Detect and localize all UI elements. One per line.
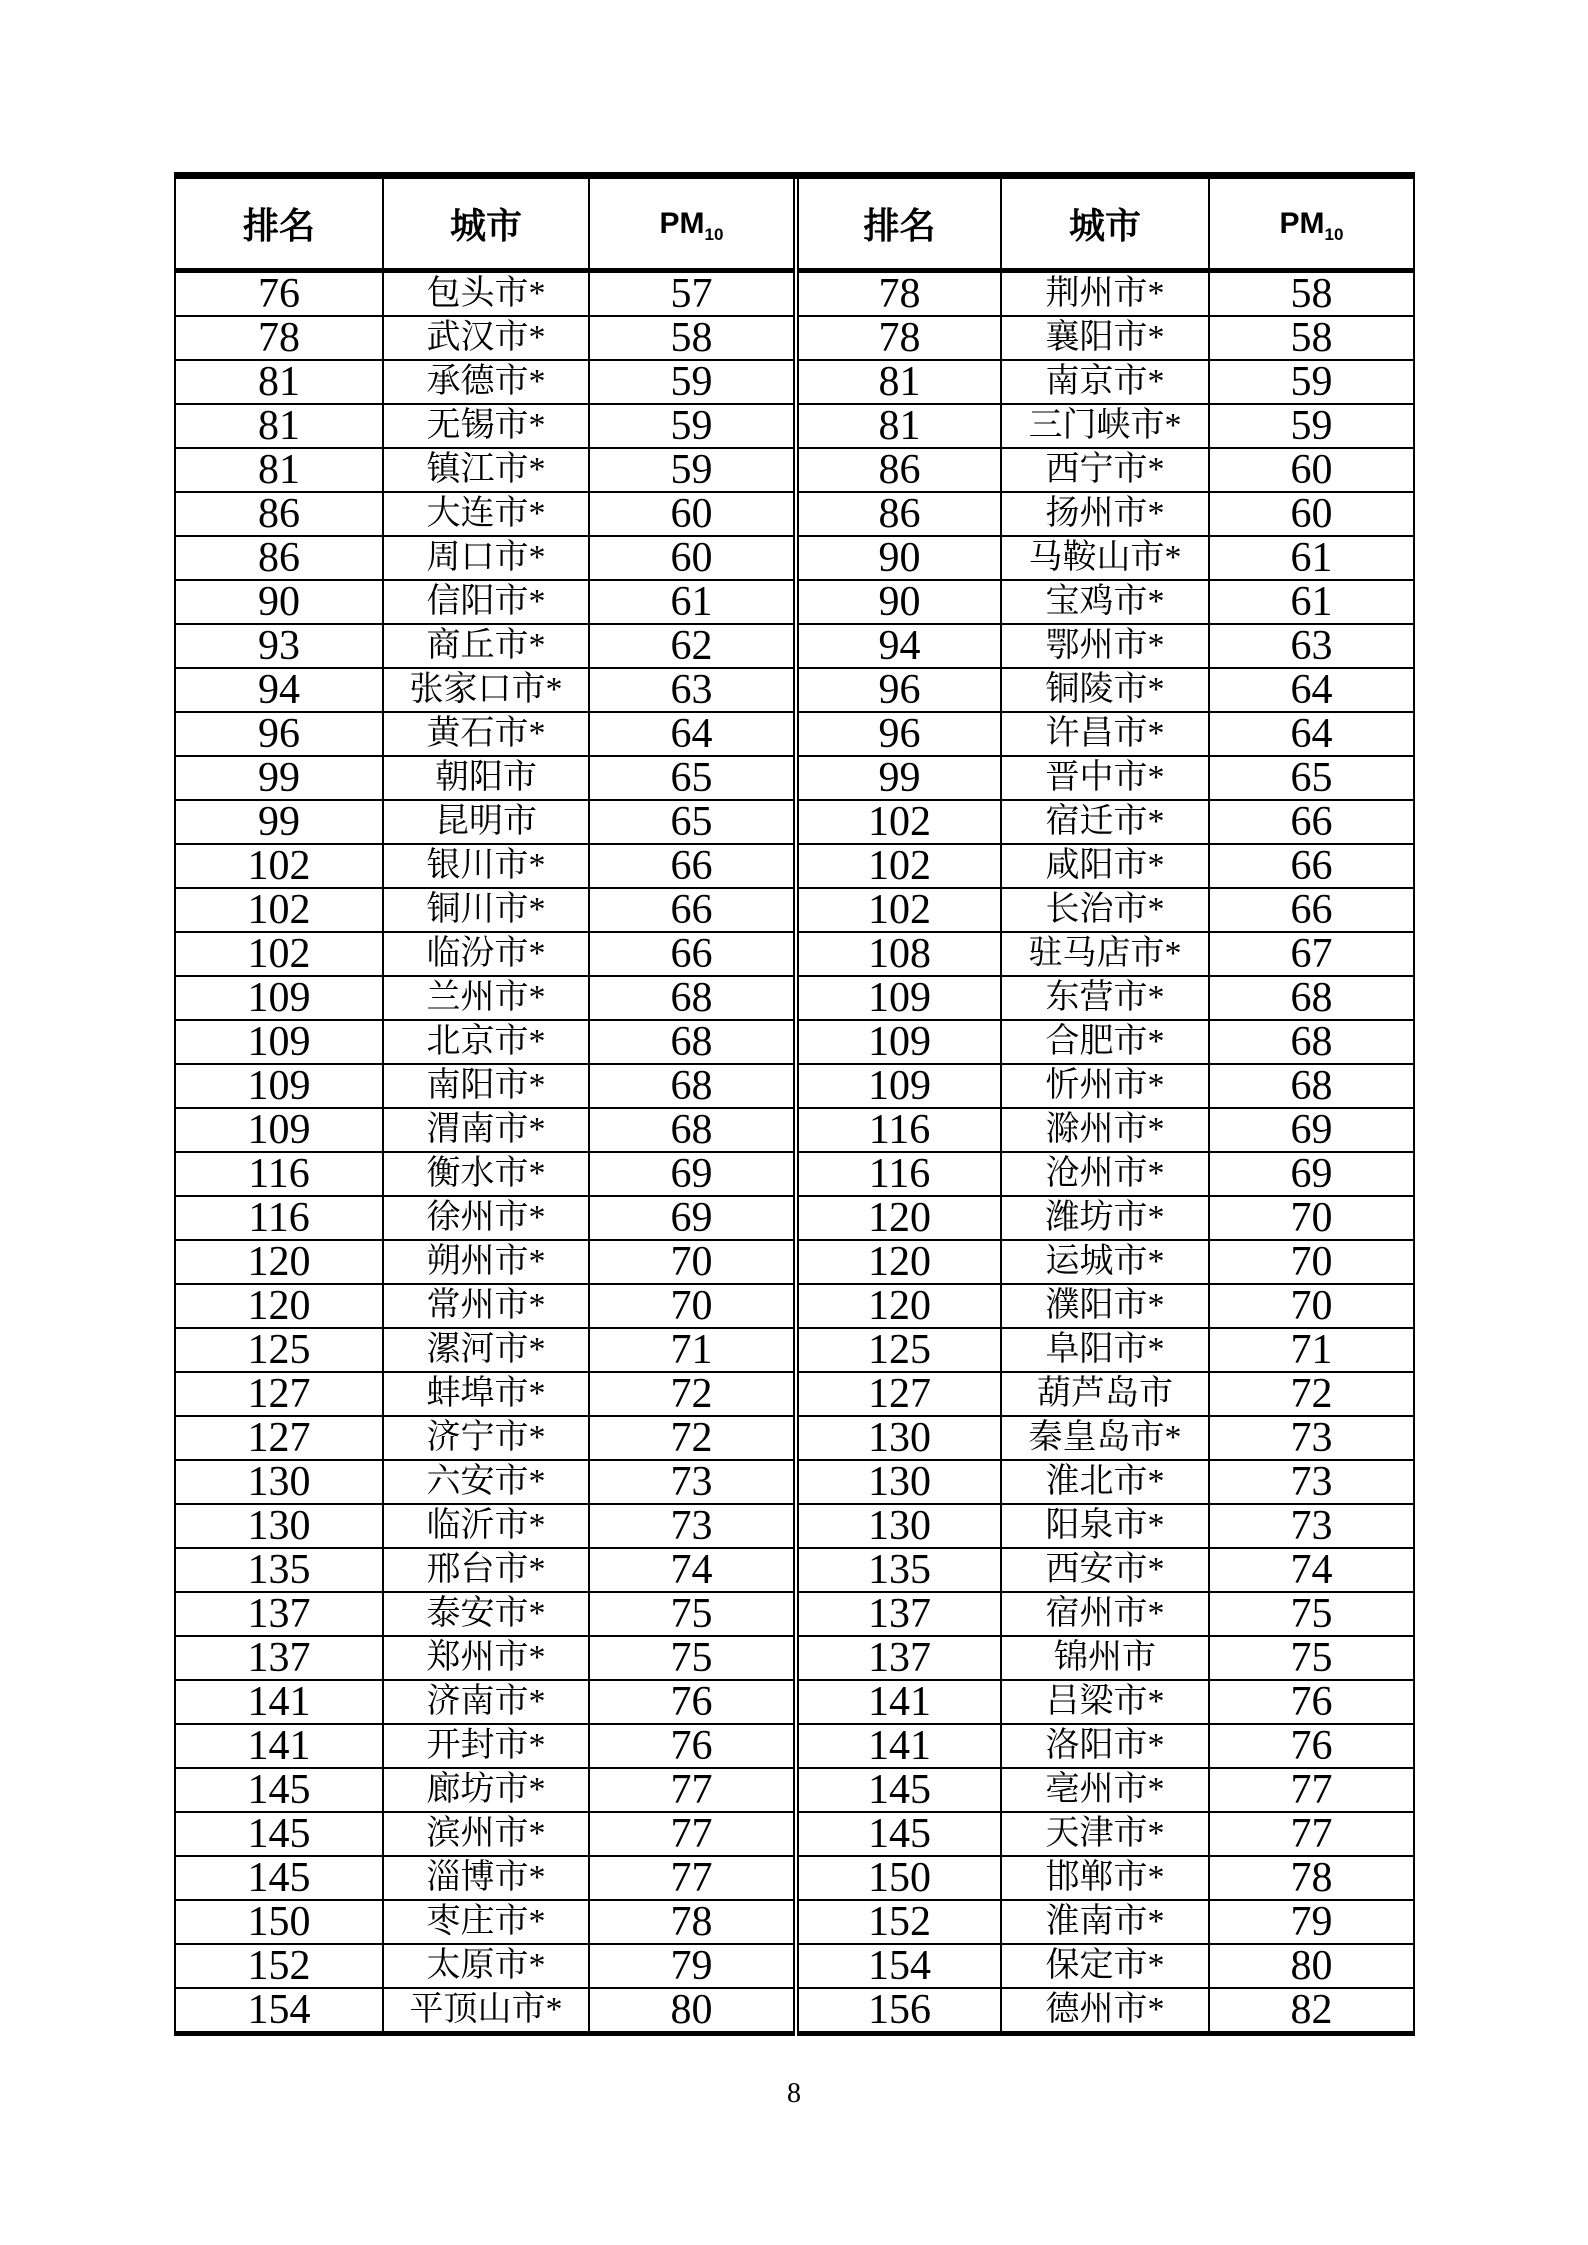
pm10-cell-left: 65 <box>589 756 796 800</box>
table-row <box>175 1768 1414 1812</box>
city-cell-right: 晋中市* <box>1001 756 1209 800</box>
city-cell-right: 淮北市* <box>1001 1460 1209 1504</box>
page-number: 8 <box>787 2078 801 2109</box>
pm10-cell-right: 68 <box>1209 976 1414 1020</box>
rank-cell-right: 109 <box>796 1064 1001 1108</box>
pm10-cell-right: 59 <box>1209 404 1414 448</box>
rank-cell-right: 96 <box>796 712 1001 756</box>
rank-cell-right: 78 <box>796 271 1001 317</box>
rank-cell-left: 141 <box>175 1724 383 1768</box>
rank-cell-right: 130 <box>796 1416 1001 1460</box>
rank-cell-left: 102 <box>175 932 383 976</box>
city-cell-left: 商丘市* <box>383 624 589 668</box>
table-row <box>175 712 1414 756</box>
table-row <box>175 1152 1414 1196</box>
city-cell-right: 宝鸡市* <box>1001 580 1209 624</box>
city-cell-right: 秦皇岛市* <box>1001 1416 1209 1460</box>
table-row <box>175 1108 1414 1152</box>
city-cell-left: 徐州市* <box>383 1196 589 1240</box>
rank-cell-left: 102 <box>175 888 383 932</box>
city-cell-right: 阜阳市* <box>1001 1328 1209 1372</box>
pm10-cell-right: 76 <box>1209 1680 1414 1724</box>
table-row <box>175 668 1414 712</box>
table-row <box>175 1856 1414 1900</box>
pm10-cell-left: 61 <box>589 580 796 624</box>
city-cell-right: 运城市* <box>1001 1240 1209 1284</box>
pm10-cell-left: 71 <box>589 1328 796 1372</box>
pm10-cell-left: 68 <box>589 976 796 1020</box>
header-city-right: 城市 <box>1001 176 1209 271</box>
pm10-cell-right: 75 <box>1209 1592 1414 1636</box>
pm10-cell-left: 76 <box>589 1724 796 1768</box>
rank-cell-right: 81 <box>796 360 1001 404</box>
pm10-cell-right: 73 <box>1209 1504 1414 1548</box>
rank-cell-right: 99 <box>796 756 1001 800</box>
pm10-cell-right: 71 <box>1209 1328 1414 1372</box>
pm10-cell-left: 68 <box>589 1108 796 1152</box>
rank-cell-right: 141 <box>796 1724 1001 1768</box>
rank-cell-left: 96 <box>175 712 383 756</box>
table-row <box>175 404 1414 448</box>
rank-cell-right: 154 <box>796 1944 1001 1988</box>
pm10-cell-right: 66 <box>1209 800 1414 844</box>
table-row <box>175 1504 1414 1548</box>
table-row <box>175 1064 1414 1108</box>
pm10-cell-right: 66 <box>1209 844 1414 888</box>
pm10-cell-left: 74 <box>589 1548 796 1592</box>
header-city-left: 城市 <box>383 176 589 271</box>
pm10-subscript: 10 <box>1324 224 1344 244</box>
table-row <box>175 1416 1414 1460</box>
table-row <box>175 976 1414 1020</box>
city-cell-left: 廊坊市* <box>383 1768 589 1812</box>
pm10-city-ranking-table <box>174 172 1415 2036</box>
city-cell-right: 沧州市* <box>1001 1152 1209 1196</box>
rank-cell-left: 93 <box>175 624 383 668</box>
city-cell-right: 阳泉市* <box>1001 1504 1209 1548</box>
city-cell-right: 铜陵市* <box>1001 668 1209 712</box>
pm10-cell-right: 79 <box>1209 1900 1414 1944</box>
rank-cell-left: 116 <box>175 1152 383 1196</box>
pm10-cell-right: 77 <box>1209 1768 1414 1812</box>
pm10-cell-left: 59 <box>589 448 796 492</box>
rank-cell-right: 127 <box>796 1372 1001 1416</box>
rank-cell-left: 78 <box>175 316 383 360</box>
table-row <box>175 1328 1414 1372</box>
city-cell-right: 荆州市* <box>1001 271 1209 317</box>
city-cell-right: 驻马店市* <box>1001 932 1209 976</box>
pm10-cell-right: 80 <box>1209 1944 1414 1988</box>
table-row <box>175 1680 1414 1724</box>
rank-cell-right: 102 <box>796 800 1001 844</box>
table-row <box>175 1548 1414 1592</box>
rank-cell-right: 78 <box>796 316 1001 360</box>
rank-cell-right: 135 <box>796 1548 1001 1592</box>
rank-cell-left: 145 <box>175 1812 383 1856</box>
rank-cell-left: 81 <box>175 448 383 492</box>
city-cell-left: 临汾市* <box>383 932 589 976</box>
rank-cell-left: 152 <box>175 1944 383 1988</box>
city-cell-left: 泰安市* <box>383 1592 589 1636</box>
pm10-cell-left: 80 <box>589 1988 796 2034</box>
pm10-cell-left: 77 <box>589 1768 796 1812</box>
pm10-cell-right: 69 <box>1209 1108 1414 1152</box>
table-row <box>175 1284 1414 1328</box>
rank-cell-right: 108 <box>796 932 1001 976</box>
pm10-cell-right: 78 <box>1209 1856 1414 1900</box>
pm10-cell-left: 73 <box>589 1460 796 1504</box>
pm10-cell-left: 77 <box>589 1856 796 1900</box>
rank-cell-left: 109 <box>175 976 383 1020</box>
city-cell-right: 洛阳市* <box>1001 1724 1209 1768</box>
pm10-cell-right: 75 <box>1209 1636 1414 1680</box>
pm10-cell-left: 72 <box>589 1416 796 1460</box>
pm10-cell-left: 66 <box>589 932 796 976</box>
pm10-cell-left: 58 <box>589 316 796 360</box>
pm10-cell-left: 79 <box>589 1944 796 1988</box>
city-cell-right: 宿迁市* <box>1001 800 1209 844</box>
city-cell-left: 大连市* <box>383 492 589 536</box>
city-cell-right: 亳州市* <box>1001 1768 1209 1812</box>
rank-cell-right: 86 <box>796 492 1001 536</box>
pm10-cell-left: 72 <box>589 1372 796 1416</box>
header-pm10-left <box>589 176 796 271</box>
table-row <box>175 1196 1414 1240</box>
header-pm10-right <box>1209 176 1414 271</box>
city-cell-left: 开封市* <box>383 1724 589 1768</box>
pm10-cell-right: 73 <box>1209 1460 1414 1504</box>
pm10-cell-left: 62 <box>589 624 796 668</box>
city-cell-left: 邢台市* <box>383 1548 589 1592</box>
city-cell-right: 扬州市* <box>1001 492 1209 536</box>
city-cell-left: 济宁市* <box>383 1416 589 1460</box>
table-row <box>175 1020 1414 1064</box>
table-row <box>175 448 1414 492</box>
rank-cell-right: 130 <box>796 1504 1001 1548</box>
pm10-cell-right: 61 <box>1209 536 1414 580</box>
city-cell-left: 衡水市* <box>383 1152 589 1196</box>
rank-cell-left: 109 <box>175 1064 383 1108</box>
table-row <box>175 1812 1414 1856</box>
rank-cell-left: 154 <box>175 1988 383 2034</box>
city-cell-left: 无锡市* <box>383 404 589 448</box>
city-cell-right: 邯郸市* <box>1001 1856 1209 1900</box>
city-cell-right: 天津市* <box>1001 1812 1209 1856</box>
pm10-cell-right: 64 <box>1209 668 1414 712</box>
city-cell-right: 合肥市* <box>1001 1020 1209 1064</box>
rank-cell-left: 130 <box>175 1460 383 1504</box>
table-row <box>175 888 1414 932</box>
city-cell-left: 铜川市* <box>383 888 589 932</box>
rank-cell-left: 86 <box>175 536 383 580</box>
pm10-cell-left: 69 <box>589 1152 796 1196</box>
city-cell-right: 锦州市 <box>1001 1636 1209 1680</box>
city-cell-right: 鄂州市* <box>1001 624 1209 668</box>
city-cell-right: 西安市* <box>1001 1548 1209 1592</box>
rank-cell-right: 156 <box>796 1988 1001 2034</box>
pm10-cell-right: 73 <box>1209 1416 1414 1460</box>
pm10-label: PM <box>659 206 705 240</box>
rank-cell-right: 109 <box>796 1020 1001 1064</box>
table-row <box>175 492 1414 536</box>
rank-cell-right: 137 <box>796 1636 1001 1680</box>
city-cell-right: 南京市* <box>1001 360 1209 404</box>
rank-cell-right: 125 <box>796 1328 1001 1372</box>
city-cell-left: 朔州市* <box>383 1240 589 1284</box>
pm10-cell-right: 58 <box>1209 271 1414 317</box>
rank-cell-left: 116 <box>175 1196 383 1240</box>
rank-cell-right: 102 <box>796 888 1001 932</box>
pm10-cell-right: 67 <box>1209 932 1414 976</box>
city-cell-right: 葫芦岛市 <box>1001 1372 1209 1416</box>
city-cell-right: 濮阳市* <box>1001 1284 1209 1328</box>
rank-cell-right: 86 <box>796 448 1001 492</box>
table-row <box>175 1944 1414 1988</box>
table-row <box>175 800 1414 844</box>
city-cell-left: 信阳市* <box>383 580 589 624</box>
pm10-cell-left: 68 <box>589 1020 796 1064</box>
rank-cell-left: 94 <box>175 668 383 712</box>
rank-cell-left: 145 <box>175 1768 383 1812</box>
pm10-cell-left: 70 <box>589 1284 796 1328</box>
city-cell-left: 兰州市* <box>383 976 589 1020</box>
city-cell-left: 承德市* <box>383 360 589 404</box>
rank-cell-right: 81 <box>796 404 1001 448</box>
city-cell-right: 襄阳市* <box>1001 316 1209 360</box>
pm10-cell-left: 60 <box>589 492 796 536</box>
table-header-row <box>175 176 1414 271</box>
pm10-cell-right: 70 <box>1209 1284 1414 1328</box>
rank-cell-right: 116 <box>796 1108 1001 1152</box>
pm10-cell-right: 60 <box>1209 448 1414 492</box>
pm10-cell-left: 66 <box>589 888 796 932</box>
city-cell-right: 许昌市* <box>1001 712 1209 756</box>
rank-cell-right: 145 <box>796 1812 1001 1856</box>
rank-cell-left: 81 <box>175 360 383 404</box>
city-cell-left: 银川市* <box>383 844 589 888</box>
rank-cell-left: 130 <box>175 1504 383 1548</box>
city-cell-left: 平顶山市* <box>383 1988 589 2034</box>
rank-cell-left: 120 <box>175 1240 383 1284</box>
rank-cell-right: 94 <box>796 624 1001 668</box>
pm10-cell-right: 76 <box>1209 1724 1414 1768</box>
rank-cell-left: 81 <box>175 404 383 448</box>
city-cell-right: 保定市* <box>1001 1944 1209 1988</box>
pm10-cell-right: 59 <box>1209 360 1414 404</box>
city-cell-right: 淮南市* <box>1001 1900 1209 1944</box>
rank-cell-left: 145 <box>175 1856 383 1900</box>
city-cell-left: 南阳市* <box>383 1064 589 1108</box>
pm10-cell-left: 73 <box>589 1504 796 1548</box>
table-row <box>175 1636 1414 1680</box>
header-rank-left: 排名 <box>175 176 383 271</box>
pm10-cell-left: 76 <box>589 1680 796 1724</box>
rank-cell-right: 130 <box>796 1460 1001 1504</box>
rank-cell-right: 120 <box>796 1196 1001 1240</box>
rank-cell-right: 120 <box>796 1240 1001 1284</box>
rank-cell-left: 137 <box>175 1592 383 1636</box>
city-cell-left: 常州市* <box>383 1284 589 1328</box>
pm10-cell-right: 66 <box>1209 888 1414 932</box>
pm10-cell-right: 60 <box>1209 492 1414 536</box>
table-row <box>175 1900 1414 1944</box>
pm10-cell-right: 58 <box>1209 316 1414 360</box>
city-cell-right: 西宁市* <box>1001 448 1209 492</box>
table-row <box>175 932 1414 976</box>
table-row <box>175 1240 1414 1284</box>
city-cell-left: 滨州市* <box>383 1812 589 1856</box>
city-cell-right: 长治市* <box>1001 888 1209 932</box>
city-cell-left: 北京市* <box>383 1020 589 1064</box>
table-row <box>175 316 1414 360</box>
pm10-cell-left: 59 <box>589 404 796 448</box>
rank-cell-right: 141 <box>796 1680 1001 1724</box>
rank-cell-left: 102 <box>175 844 383 888</box>
header-rank-right: 排名 <box>796 176 1001 271</box>
city-cell-left: 漯河市* <box>383 1328 589 1372</box>
rank-cell-left: 127 <box>175 1372 383 1416</box>
rank-cell-left: 127 <box>175 1416 383 1460</box>
rank-cell-left: 135 <box>175 1548 383 1592</box>
table-row <box>175 756 1414 800</box>
pm10-cell-left: 57 <box>589 271 796 317</box>
city-cell-left: 昆明市 <box>383 800 589 844</box>
table-row <box>175 271 1414 317</box>
city-cell-left: 淄博市* <box>383 1856 589 1900</box>
pm10-cell-left: 64 <box>589 712 796 756</box>
rank-cell-left: 76 <box>175 271 383 317</box>
rank-cell-right: 90 <box>796 536 1001 580</box>
city-cell-right: 咸阳市* <box>1001 844 1209 888</box>
pm10-cell-right: 61 <box>1209 580 1414 624</box>
pm10-cell-left: 59 <box>589 360 796 404</box>
pm10-cell-left: 63 <box>589 668 796 712</box>
city-cell-left: 枣庄市* <box>383 1900 589 1944</box>
pm10-cell-right: 63 <box>1209 624 1414 668</box>
rank-cell-right: 150 <box>796 1856 1001 1900</box>
rank-cell-left: 137 <box>175 1636 383 1680</box>
table-row <box>175 1460 1414 1504</box>
table-row <box>175 360 1414 404</box>
table-row <box>175 1724 1414 1768</box>
pm10-cell-left: 70 <box>589 1240 796 1284</box>
rank-cell-right: 109 <box>796 976 1001 1020</box>
pm10-cell-right: 74 <box>1209 1548 1414 1592</box>
table-row <box>175 1988 1414 2034</box>
rank-cell-right: 102 <box>796 844 1001 888</box>
city-cell-left: 渭南市* <box>383 1108 589 1152</box>
city-cell-right: 吕梁市* <box>1001 1680 1209 1724</box>
pm10-cell-left: 77 <box>589 1812 796 1856</box>
table-row <box>175 844 1414 888</box>
table-row <box>175 580 1414 624</box>
pm10-cell-right: 82 <box>1209 1988 1414 2034</box>
pm10-cell-left: 60 <box>589 536 796 580</box>
rank-cell-left: 86 <box>175 492 383 536</box>
rank-cell-left: 109 <box>175 1020 383 1064</box>
rank-cell-left: 99 <box>175 800 383 844</box>
pm10-cell-right: 65 <box>1209 756 1414 800</box>
pm10-cell-right: 70 <box>1209 1240 1414 1284</box>
rank-cell-left: 120 <box>175 1284 383 1328</box>
city-cell-left: 郑州市* <box>383 1636 589 1680</box>
pm10-cell-left: 78 <box>589 1900 796 1944</box>
rank-cell-right: 90 <box>796 580 1001 624</box>
pm10-cell-right: 70 <box>1209 1196 1414 1240</box>
city-cell-left: 黄石市* <box>383 712 589 756</box>
rank-cell-left: 125 <box>175 1328 383 1372</box>
city-cell-left: 济南市* <box>383 1680 589 1724</box>
rank-cell-right: 120 <box>796 1284 1001 1328</box>
pm10-cell-right: 64 <box>1209 712 1414 756</box>
city-cell-right: 三门峡市* <box>1001 404 1209 448</box>
pm10-cell-left: 75 <box>589 1592 796 1636</box>
city-cell-left: 六安市* <box>383 1460 589 1504</box>
table-body <box>175 271 1414 2034</box>
city-cell-left: 镇江市* <box>383 448 589 492</box>
table-row <box>175 1592 1414 1636</box>
city-cell-left: 包头市* <box>383 271 589 317</box>
rank-cell-left: 150 <box>175 1900 383 1944</box>
pm10-cell-right: 72 <box>1209 1372 1414 1416</box>
city-cell-left: 张家口市* <box>383 668 589 712</box>
rank-cell-right: 145 <box>796 1768 1001 1812</box>
pm10-cell-right: 68 <box>1209 1064 1414 1108</box>
city-cell-left: 蚌埠市* <box>383 1372 589 1416</box>
table-row <box>175 1372 1414 1416</box>
rank-cell-right: 137 <box>796 1592 1001 1636</box>
pm10-cell-left: 66 <box>589 844 796 888</box>
rank-cell-left: 109 <box>175 1108 383 1152</box>
pm10-cell-right: 77 <box>1209 1812 1414 1856</box>
rank-cell-left: 99 <box>175 756 383 800</box>
table-row <box>175 536 1414 580</box>
city-cell-right: 东营市* <box>1001 976 1209 1020</box>
city-cell-right: 宿州市* <box>1001 1592 1209 1636</box>
city-cell-left: 太原市* <box>383 1944 589 1988</box>
table-row <box>175 624 1414 668</box>
rank-cell-right: 152 <box>796 1900 1001 1944</box>
rank-cell-left: 90 <box>175 580 383 624</box>
city-cell-right: 忻州市* <box>1001 1064 1209 1108</box>
pm10-cell-left: 65 <box>589 800 796 844</box>
rank-cell-right: 96 <box>796 668 1001 712</box>
city-cell-left: 朝阳市 <box>383 756 589 800</box>
rank-cell-right: 116 <box>796 1152 1001 1196</box>
rank-cell-left: 141 <box>175 1680 383 1724</box>
city-cell-right: 潍坊市* <box>1001 1196 1209 1240</box>
pm10-cell-left: 75 <box>589 1636 796 1680</box>
city-cell-left: 临沂市* <box>383 1504 589 1548</box>
city-cell-right: 德州市* <box>1001 1988 1209 2034</box>
pm10-subscript: 10 <box>704 224 724 244</box>
pm10-cell-right: 68 <box>1209 1020 1414 1064</box>
pm10-cell-left: 69 <box>589 1196 796 1240</box>
city-cell-right: 滁州市* <box>1001 1108 1209 1152</box>
pm10-cell-right: 69 <box>1209 1152 1414 1196</box>
city-cell-left: 周口市* <box>383 536 589 580</box>
pm10-cell-left: 68 <box>589 1064 796 1108</box>
pm10-label: PM <box>1279 206 1325 240</box>
city-cell-left: 武汉市* <box>383 316 589 360</box>
city-cell-right: 马鞍山市* <box>1001 536 1209 580</box>
